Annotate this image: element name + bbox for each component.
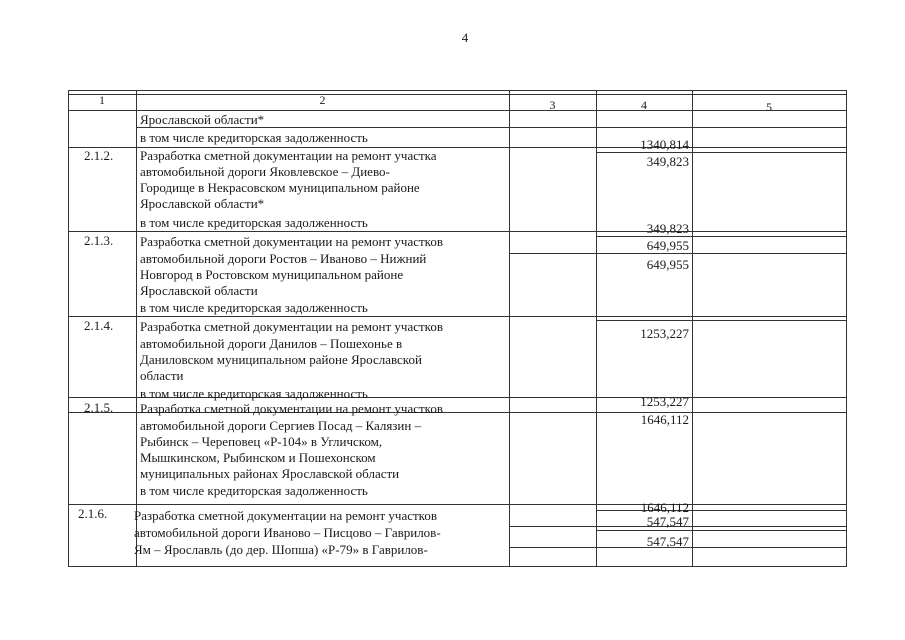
item-name-line: автомобильной дороги Яковлевское – Диево- [140, 164, 390, 179]
item-name-line: автомобильной дороги Ростов – Иваново – Нижний [140, 251, 427, 266]
grid-line [68, 90, 69, 566]
item-name-line: Мышкинском, Рыбинском и Пошехонском [140, 450, 376, 465]
item-name-line: Новгород в Ростовском муниципальном районе [140, 267, 404, 282]
grid-line [692, 90, 693, 566]
item-name-line: Ярославской области [140, 283, 258, 298]
amount-cell: 1340,814 [640, 137, 689, 152]
amount-cell: 1253,227 [640, 326, 689, 341]
item-name-line: Даниловском муниципальном районе Ярославской [140, 352, 422, 367]
item-number: 2.1.6. [78, 506, 108, 521]
item-number: 2.1.3. [84, 233, 114, 248]
amount-cell: 1253,227 [640, 394, 689, 409]
item-name-line: муниципальных районах Ярославской области [140, 466, 400, 481]
grid-line [846, 90, 847, 566]
item-name-line: Разработка сметной документации на ремонт участков [140, 401, 443, 416]
item-name-line: в том числе кредиторская задолженность [140, 215, 368, 230]
item-name-line: области [140, 368, 184, 383]
amount-cell: 1646,112 [640, 500, 689, 515]
item-name-line: автомобильной дороги Сергиев Посад – Калязин – [140, 418, 422, 433]
grid-line [68, 231, 847, 232]
grid-line [136, 127, 846, 128]
budget-table [68, 90, 847, 566]
page-number: 4 [461, 30, 469, 45]
column-header: 3 [549, 98, 556, 112]
item-name-line: Рыбинск – Череповец «Р-104» в Угличском, [140, 434, 383, 449]
grid-line [509, 253, 846, 254]
item-name-line: Разработка сметной документации на ремонт участка [140, 148, 437, 163]
amount-cell: 547,547 [646, 534, 689, 549]
amount-cell: 649,955 [646, 238, 689, 253]
item-name-line: Ярославской области* [140, 112, 265, 127]
grid-line [68, 90, 847, 91]
item-name-line: Разработка сметной документации на ремонт участков [140, 319, 443, 334]
item-number: 2.1.5. [84, 400, 114, 415]
grid-line [596, 236, 846, 237]
item-name-line: в том числе кредиторская задолженность [140, 483, 368, 498]
grid-line [596, 152, 846, 153]
item-name-line: Городище в Некрасовском муниципальном районе [140, 180, 420, 195]
item-number: 2.1.2. [84, 148, 114, 163]
item-name-line: Разработка сметной документации на ремонт участков [134, 508, 437, 523]
grid-line [68, 316, 847, 317]
grid-line [136, 90, 137, 566]
amount-cell: 349,823 [646, 221, 689, 236]
grid-line [68, 566, 847, 567]
grid-line [596, 530, 846, 531]
item-name-line: Ярославской области* [140, 196, 265, 211]
grid-line [509, 90, 510, 566]
column-header: 4 [641, 98, 647, 112]
item-name-line: автомобильной дороги Иваново – Писцово – Гаврилов- [134, 525, 441, 540]
item-name-line: в том числе кредиторская задолженность [140, 130, 368, 145]
item-name-line: в том числе кредиторская задолженность [140, 386, 368, 401]
column-header: 1 [99, 93, 105, 107]
amount-cell: 649,955 [646, 257, 689, 272]
item-number: 2.1.4. [84, 318, 114, 333]
grid-line [68, 504, 847, 505]
item-name-line: автомобильной дороги Данилов – Пошехонье в [140, 336, 403, 351]
item-name-line: Ям – Ярославль (до дер. Шопша) «Р-79» в Гаврилов- [134, 542, 428, 557]
column-header: 5 [766, 100, 772, 114]
grid-line [596, 320, 846, 321]
column-header: 2 [319, 93, 326, 107]
item-name-line: в том числе кредиторская задолженность [140, 300, 368, 315]
amount-cell: 1646,112 [640, 412, 689, 427]
item-name-line: Разработка сметной документации на ремонт участков [140, 234, 443, 249]
amount-cell: 349,823 [646, 154, 689, 169]
amount-cell: 547,547 [646, 514, 689, 529]
